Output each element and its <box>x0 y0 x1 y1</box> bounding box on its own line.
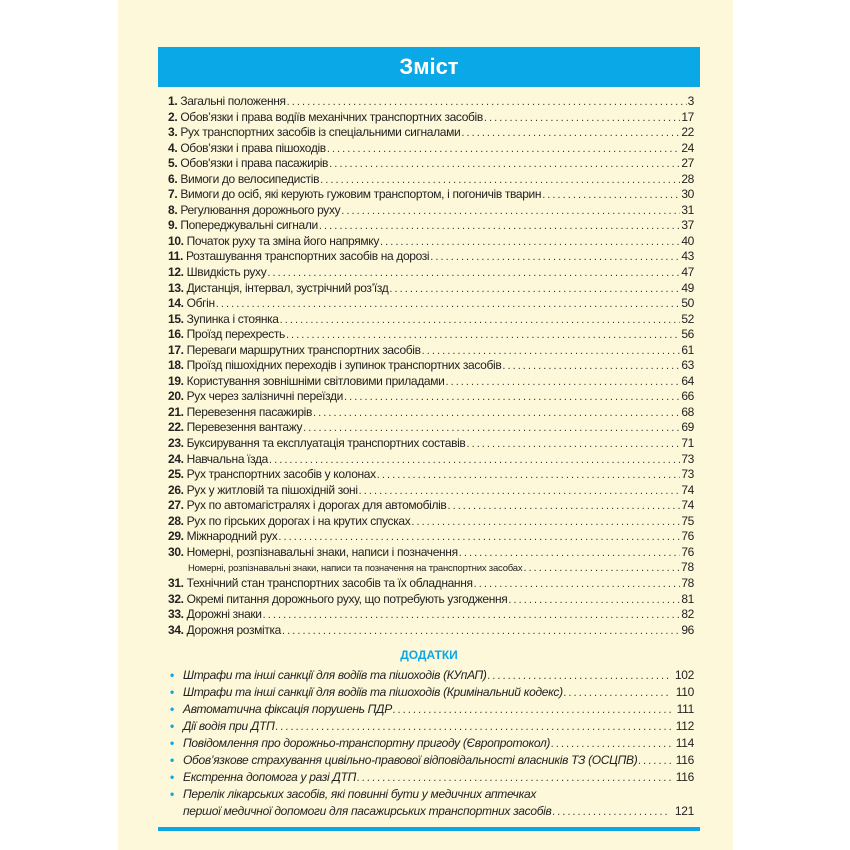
toc-entry[interactable] <box>168 234 694 250</box>
bullet-icon: • <box>170 770 174 784</box>
dot-leader <box>341 203 680 217</box>
dot-leader <box>286 327 680 341</box>
dot-leader <box>551 736 671 750</box>
entry-page: 81 <box>681 591 694 606</box>
dot-leader <box>282 623 680 637</box>
entry-title: Переваги маршрутних транспортних засобів <box>186 342 421 357</box>
appendix-entry-continuation[interactable] <box>170 804 694 821</box>
entry-number: 2. <box>168 109 178 124</box>
appendix-entry[interactable] <box>170 736 694 753</box>
entry-title: Міжнародний рух <box>186 529 278 544</box>
appendix-entry[interactable] <box>170 685 694 702</box>
entry-number: 5. <box>168 156 178 171</box>
entry-number: 21. <box>168 404 184 419</box>
entry-title: Рух транспортних засобів із спеціальними сигналами <box>180 125 461 140</box>
entry-title: Штрафи та інші санкції для водіїв та пішоходів (КУпАП) <box>183 668 487 682</box>
entry-page: 31 <box>681 202 694 217</box>
bullet-icon: • <box>170 685 174 699</box>
entry-page: 68 <box>681 404 694 419</box>
entry-number: 1. <box>168 94 178 108</box>
toc-entry[interactable] <box>168 592 694 608</box>
entry-number: 32. <box>168 591 184 606</box>
dot-leader <box>459 545 681 559</box>
entry-page: 66 <box>681 389 694 404</box>
entry-page: 63 <box>681 358 694 373</box>
dot-leader <box>267 265 680 279</box>
entry-title: Вимоги до велосипедистів <box>180 171 320 186</box>
entry-number: 24. <box>168 451 184 466</box>
toc-entry[interactable] <box>168 312 694 328</box>
entry-page: 74 <box>681 482 694 497</box>
entry-title: Екстренна допомога у разі ДТП <box>183 770 357 784</box>
entry-page: 110 <box>675 685 694 699</box>
toc-entry[interactable] <box>168 187 694 203</box>
dot-leader <box>287 94 687 108</box>
entry-title: Перелік лікарських засобів, які повинні бути у медичних аптечках <box>183 787 537 801</box>
entry-number: 17. <box>168 342 184 357</box>
dot-leader <box>357 770 671 784</box>
entry-number: 14. <box>168 296 184 311</box>
entry-page: 76 <box>681 544 694 559</box>
entry-number: 6. <box>168 171 178 186</box>
entry-number: 22. <box>168 420 184 435</box>
toc-entry[interactable] <box>168 327 694 343</box>
dot-leader <box>638 753 670 767</box>
toc-entry[interactable] <box>168 514 694 530</box>
toc-entry[interactable] <box>168 358 694 374</box>
bullet-icon: • <box>170 753 174 767</box>
dot-leader <box>445 374 680 388</box>
entry-page: 22 <box>681 125 694 140</box>
entry-page: 78 <box>681 560 694 575</box>
toc-entry[interactable] <box>168 576 694 592</box>
appendix-entry[interactable] <box>170 668 694 685</box>
toc-entry[interactable] <box>168 452 694 468</box>
entry-number: 8. <box>168 202 178 217</box>
entry-number: 18. <box>168 358 184 373</box>
toc-entry[interactable] <box>168 110 694 126</box>
appendix-title: ДОДАТКИ <box>400 648 458 662</box>
toc-entry[interactable] <box>168 374 694 390</box>
toc-entry[interactable] <box>168 436 694 452</box>
dot-leader <box>447 498 680 512</box>
dot-leader <box>276 719 671 733</box>
dot-leader <box>313 405 680 419</box>
bullet-icon: • <box>170 702 174 716</box>
dot-leader <box>377 467 681 481</box>
entry-title: Технічний стан транспортних засобів та їх обладнання <box>186 575 473 590</box>
entry-title: Номерні, розпізнавальні знаки, написи та позначення на транспортних засобах <box>188 563 523 575</box>
entry-page: 61 <box>681 342 694 357</box>
dot-leader <box>411 514 680 528</box>
bullet-icon: • <box>170 719 174 733</box>
entry-page: 112 <box>675 719 694 733</box>
entry-page: 121 <box>674 804 694 818</box>
entry-title: Обгін <box>186 296 215 311</box>
entry-page: 116 <box>675 753 694 767</box>
entry-number: 23. <box>168 436 184 451</box>
entry-number: 30. <box>168 544 184 559</box>
dot-leader <box>344 389 680 403</box>
toc-entry[interactable] <box>168 623 694 639</box>
dot-leader <box>502 358 680 372</box>
dot-leader <box>564 685 671 699</box>
entry-page: 114 <box>675 736 694 750</box>
toc-entry[interactable] <box>168 483 694 499</box>
entry-page: 49 <box>681 280 694 295</box>
dot-leader <box>319 218 680 232</box>
entry-title: Проїзд перехресть <box>186 327 285 342</box>
entry-title: Загальні положення <box>180 94 286 108</box>
entry-number: 20. <box>168 389 184 404</box>
entry-page: 73 <box>681 467 694 482</box>
entry-page: 116 <box>675 770 694 784</box>
entry-page: 64 <box>681 373 694 388</box>
entry-title: Регулювання дорожнього руху <box>180 202 341 217</box>
entry-title: Номерні, розпізнавальні знаки, написи і позначення <box>186 544 458 559</box>
toc-entry[interactable] <box>168 545 694 561</box>
entry-title: Дії водія при ДТП <box>183 719 275 733</box>
entry-title: Автоматична фіксація порушень ПДР <box>183 702 392 716</box>
contents-header <box>158 47 700 87</box>
table-of-contents <box>168 94 694 638</box>
toc-entry[interactable] <box>168 529 694 545</box>
toc-entry[interactable] <box>168 389 694 405</box>
entry-page: 111 <box>676 702 694 716</box>
entry-title: Обов’язки і права пішоходів <box>180 140 326 155</box>
toc-entry[interactable] <box>168 405 694 421</box>
entry-title: Обов’язкове страхування цивільно-правової відповідальності власників ТЗ (ОСЦПВ) <box>183 753 638 767</box>
dot-leader <box>542 187 680 201</box>
entry-number: 9. <box>168 218 178 233</box>
toc-entry[interactable] <box>168 343 694 359</box>
dot-leader <box>327 141 681 155</box>
toc-entry[interactable] <box>168 218 694 234</box>
entry-page: 43 <box>681 249 694 264</box>
toc-entry[interactable] <box>168 467 694 483</box>
entry-number: 28. <box>168 513 184 528</box>
appendix-entry[interactable] <box>170 753 694 770</box>
entry-title: Дистанція, інтервал, зустрічний роз’їзд <box>186 280 389 295</box>
dot-leader <box>466 436 680 450</box>
dot-leader <box>461 125 680 139</box>
dot-leader <box>552 804 669 818</box>
entry-page: 69 <box>681 420 694 435</box>
entry-title: Розташування транспортних засобів на дорозі <box>185 249 430 264</box>
dot-leader <box>474 576 681 590</box>
entry-page: 73 <box>681 451 694 466</box>
entry-number: 13. <box>168 280 184 295</box>
entry-page: 52 <box>681 311 694 326</box>
entry-page: 50 <box>681 296 694 311</box>
dot-leader <box>278 529 680 543</box>
entry-page: 40 <box>681 233 694 248</box>
entry-title: Рух по автомагістралях і дорогах для автомобілів <box>186 498 447 513</box>
entry-title: Навчальна їзда <box>186 451 268 466</box>
entry-page: 30 <box>681 187 694 202</box>
appendix-entry[interactable] <box>170 770 694 787</box>
entry-title: Рух транспортних засобів у колонах <box>186 467 376 482</box>
entry-number: 10. <box>168 233 184 248</box>
dot-leader <box>430 249 680 263</box>
toc-entry[interactable] <box>168 296 694 312</box>
toc-entry[interactable] <box>168 172 694 188</box>
entry-title: Дорожня розмітка <box>186 622 281 637</box>
entry-title: Проїзд пішохідних переходів і зупинок транспортних засобів <box>186 358 502 373</box>
entry-page: 82 <box>681 607 694 622</box>
entry-page: 27 <box>681 156 694 171</box>
appendix-entry[interactable] <box>170 787 694 804</box>
dot-leader <box>263 607 681 621</box>
entry-title: Обов'язки і права пасажирів <box>180 156 329 171</box>
entry-title: Рух у житловій та пішохідній зоні <box>186 482 358 497</box>
entry-page: 28 <box>681 171 694 186</box>
toc-entry[interactable] <box>168 203 694 219</box>
entry-page: 71 <box>681 436 694 451</box>
entry-title: Перевезення вантажу <box>186 420 303 435</box>
bullet-icon: • <box>170 668 174 682</box>
entry-number: 4. <box>168 140 178 155</box>
entry-number: 12. <box>168 265 184 280</box>
appendix-entry[interactable] <box>170 719 694 736</box>
entry-page: 47 <box>681 265 694 280</box>
entry-number: 29. <box>168 529 184 544</box>
entry-number: 25. <box>168 467 184 482</box>
entry-title: Зупинка і стоянка <box>186 311 279 326</box>
entry-number: 33. <box>168 607 184 622</box>
toc-entry[interactable] <box>168 249 694 265</box>
entry-page: 3 <box>687 94 694 108</box>
entry-number: 19. <box>168 373 184 388</box>
toc-entry[interactable] <box>168 607 694 623</box>
bottom-divider <box>158 827 700 831</box>
entry-title: Перевезення пасажирів <box>186 404 313 419</box>
entry-number: 16. <box>168 327 184 342</box>
entry-number: 34. <box>168 622 184 637</box>
entry-title: Дорожні знаки <box>186 607 262 622</box>
bullet-icon: • <box>170 787 174 801</box>
entry-number: 27. <box>168 498 184 513</box>
dot-leader <box>422 343 681 357</box>
entry-page: 37 <box>681 218 694 233</box>
entry-number: 15. <box>168 311 184 326</box>
entry-title: Користування зовнішніми світловими приладами <box>186 373 445 388</box>
dot-leader <box>393 702 672 716</box>
toc-entry[interactable] <box>168 141 694 157</box>
dot-leader <box>508 592 680 606</box>
dot-leader <box>380 234 680 248</box>
dot-leader <box>216 296 681 310</box>
entry-number: 11. <box>168 249 183 264</box>
entry-title: Повідомлення про дорожньо-транспортну пригоду (Європротокол) <box>183 736 551 750</box>
dot-leader <box>359 483 681 497</box>
entry-title: Початок руху та зміна його напрямку <box>186 233 379 248</box>
toc-entry[interactable] <box>168 265 694 281</box>
entry-title: Штрафи та інші санкції для водіїв та пішоходів (Кримінальний кодекс) <box>183 685 563 699</box>
dot-leader <box>484 110 680 124</box>
dot-leader <box>389 281 680 295</box>
dot-leader <box>280 312 681 326</box>
dot-leader <box>320 172 680 186</box>
toc-entry[interactable] <box>168 498 694 514</box>
entry-page: 76 <box>681 529 694 544</box>
dot-leader <box>303 420 680 434</box>
entry-title: Буксирування та експлуатація транспортних составів <box>186 436 466 451</box>
entry-page: 17 <box>681 109 694 124</box>
page-title: Зміст <box>399 54 459 79</box>
dot-leader <box>269 452 680 466</box>
appendix-entry[interactable] <box>170 702 694 719</box>
entry-number: 31. <box>168 575 184 590</box>
toc-entry[interactable] <box>168 94 694 110</box>
entry-title: Рух по гірських дорогах і на крутих спусках <box>186 513 411 528</box>
toc-entry[interactable] <box>168 560 694 576</box>
entry-page: 74 <box>681 498 694 513</box>
dot-leader <box>488 668 670 682</box>
entry-title: Обов’язки і права водіїв механічних транспортних засобів <box>180 109 483 124</box>
entry-page: 96 <box>681 622 694 637</box>
dot-leader <box>329 156 680 170</box>
entry-title: Вимоги до осіб, які керують гужовим транспортом, і погоничів тварин <box>180 187 542 202</box>
toc-entry[interactable] <box>168 156 694 172</box>
entry-page: 102 <box>674 668 694 682</box>
entry-number: 3. <box>168 125 178 140</box>
bullet-icon: • <box>170 736 174 750</box>
entry-page: 75 <box>681 513 694 528</box>
entry-page: 24 <box>681 140 694 155</box>
appendix-list <box>170 668 694 821</box>
toc-entry[interactable] <box>168 125 694 141</box>
entry-title-line2: першої медичної допомоги для пасажирських транспортних засобів <box>183 804 552 818</box>
entry-title: Швидкість руху <box>186 265 267 280</box>
entry-title: Окремі питання дорожнього руху, що потребують узгодження <box>186 591 508 606</box>
dot-leader <box>523 562 680 574</box>
entry-title: Рух через залізничні переїзди <box>186 389 344 404</box>
toc-entry[interactable] <box>168 281 694 297</box>
entry-page: 56 <box>681 327 694 342</box>
toc-entry[interactable] <box>168 420 694 436</box>
entry-number: 7. <box>168 187 178 202</box>
entry-page: 78 <box>681 575 694 590</box>
entry-title: Попереджувальні сигнали <box>180 218 318 233</box>
entry-number: 26. <box>168 482 184 497</box>
